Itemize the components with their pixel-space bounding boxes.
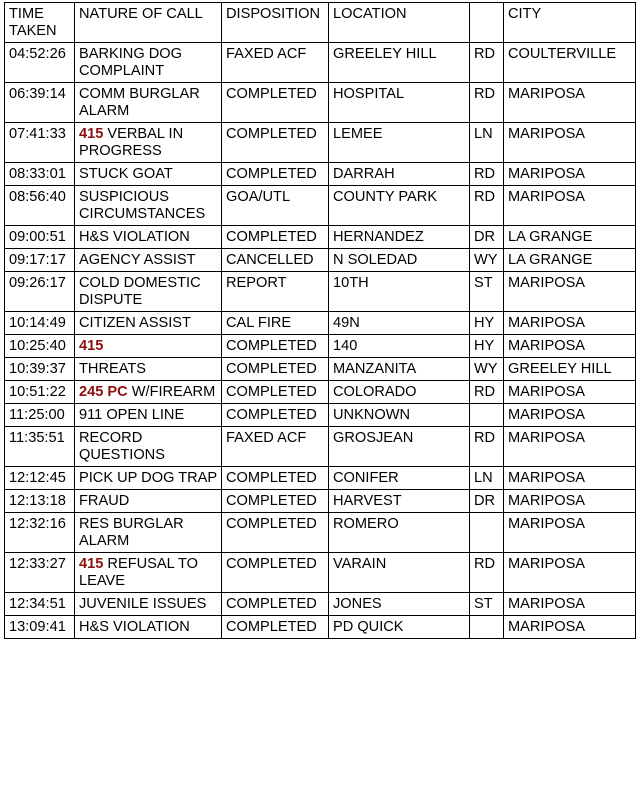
cell-nature: [75, 616, 222, 639]
call-nature: W/FIREARM: [131, 384, 216, 400]
cell-nature: [75, 163, 222, 186]
cell-disposition: COMPLETED: [222, 123, 329, 163]
cell-disposition: FAXED ACF: [222, 427, 329, 467]
call-nature: FRAUD: [79, 493, 130, 509]
cell-suffix: [470, 616, 504, 639]
cell-location: COUNTY PARK: [329, 186, 470, 226]
table-row: [5, 312, 636, 335]
cell-suffix: ST: [470, 272, 504, 312]
call-nature: COLD DOMESTIC DISPUTE: [79, 275, 201, 308]
cell-city: MARIPOSA: [504, 404, 636, 427]
cell-time: 08:56:40: [5, 186, 75, 226]
cell-nature: [75, 427, 222, 467]
cell-time: 09:00:51: [5, 226, 75, 249]
table-row: [5, 123, 636, 163]
cell-time: 07:41:33: [5, 123, 75, 163]
cell-nature: [75, 43, 222, 83]
cell-suffix: DR: [470, 490, 504, 513]
cell-city: MARIPOSA: [504, 593, 636, 616]
call-code: 415: [79, 126, 104, 142]
table-row: [5, 43, 636, 83]
cell-time: 12:33:27: [5, 553, 75, 593]
cell-disposition: COMPLETED: [222, 513, 329, 553]
call-nature: CITIZEN ASSIST: [79, 315, 191, 331]
cell-time: 04:52:26: [5, 43, 75, 83]
table-row: [5, 513, 636, 553]
cell-suffix: RD: [470, 427, 504, 467]
call-nature: PICK UP DOG TRAP: [79, 470, 218, 486]
call-nature: H&S VIOLATION: [79, 229, 190, 245]
table-row: [5, 226, 636, 249]
call-nature: VERBAL IN PROGRESS: [79, 126, 184, 159]
cell-time: 13:09:41: [5, 616, 75, 639]
cell-suffix: RD: [470, 186, 504, 226]
call-nature: REFUSAL TO LEAVE: [79, 556, 198, 589]
cell-location: PD QUICK: [329, 616, 470, 639]
header-location: LOCATION: [329, 3, 470, 43]
cell-city: MARIPOSA: [504, 467, 636, 490]
cell-disposition: COMPLETED: [222, 467, 329, 490]
cell-location: HARVEST: [329, 490, 470, 513]
header-time: TIME TAKEN: [5, 3, 75, 43]
cell-city: MARIPOSA: [504, 272, 636, 312]
call-nature: RECORD QUESTIONS: [79, 430, 165, 463]
call-code: 415: [79, 556, 104, 572]
cell-city: MARIPOSA: [504, 616, 636, 639]
table-row: [5, 593, 636, 616]
call-nature: RES BURGLAR ALARM: [79, 516, 184, 549]
cell-disposition: CANCELLED: [222, 249, 329, 272]
cell-nature: [75, 358, 222, 381]
cell-disposition: COMPLETED: [222, 593, 329, 616]
cell-time: 11:35:51: [5, 427, 75, 467]
cell-location: GROSJEAN: [329, 427, 470, 467]
header-nature: NATURE OF CALL: [75, 3, 222, 43]
header-disposition: DISPOSITION: [222, 3, 329, 43]
cell-city: GREELEY HILL: [504, 358, 636, 381]
cell-city: MARIPOSA: [504, 163, 636, 186]
cell-city: MARIPOSA: [504, 513, 636, 553]
table-row: [5, 553, 636, 593]
cell-suffix: RD: [470, 381, 504, 404]
cell-suffix: WY: [470, 358, 504, 381]
cell-location: LEMEE: [329, 123, 470, 163]
cell-city: MARIPOSA: [504, 553, 636, 593]
cell-disposition: CAL FIRE: [222, 312, 329, 335]
cell-disposition: COMPLETED: [222, 404, 329, 427]
call-nature: BARKING DOG COMPLAINT: [79, 46, 182, 79]
cell-location: MANZANITA: [329, 358, 470, 381]
cell-nature: [75, 404, 222, 427]
cell-city: MARIPOSA: [504, 490, 636, 513]
cell-city: MARIPOSA: [504, 312, 636, 335]
table-row: [5, 335, 636, 358]
cell-disposition: FAXED ACF: [222, 43, 329, 83]
call-nature: STUCK GOAT: [79, 166, 173, 182]
cell-nature: [75, 553, 222, 593]
cell-nature: [75, 513, 222, 553]
cell-suffix: LN: [470, 467, 504, 490]
cell-nature: [75, 226, 222, 249]
cell-location: VARAIN: [329, 553, 470, 593]
cell-time: 12:34:51: [5, 593, 75, 616]
cell-suffix: HY: [470, 335, 504, 358]
cell-suffix: LN: [470, 123, 504, 163]
cell-suffix: DR: [470, 226, 504, 249]
table-row: [5, 404, 636, 427]
cell-time: 10:25:40: [5, 335, 75, 358]
cell-location: 49N: [329, 312, 470, 335]
cell-time: 12:32:16: [5, 513, 75, 553]
cell-city: LA GRANGE: [504, 226, 636, 249]
cell-time: 11:25:00: [5, 404, 75, 427]
cell-time: 09:26:17: [5, 272, 75, 312]
call-code: 415: [79, 338, 104, 354]
table-row: [5, 272, 636, 312]
call-nature: COMM BURGLAR ALARM: [79, 86, 200, 119]
call-log-table: [4, 2, 636, 639]
cell-suffix: RD: [470, 43, 504, 83]
cell-suffix: RD: [470, 83, 504, 123]
cell-city: MARIPOSA: [504, 427, 636, 467]
cell-disposition: COMPLETED: [222, 226, 329, 249]
cell-disposition: COMPLETED: [222, 335, 329, 358]
cell-location: HERNANDEZ: [329, 226, 470, 249]
cell-disposition: GOA/UTL: [222, 186, 329, 226]
cell-location: GREELEY HILL: [329, 43, 470, 83]
table-row: [5, 83, 636, 123]
call-nature: JUVENILE ISSUES: [79, 596, 207, 612]
cell-nature: [75, 312, 222, 335]
cell-nature: [75, 249, 222, 272]
cell-nature: [75, 381, 222, 404]
cell-location: DARRAH: [329, 163, 470, 186]
call-nature: SUSPICIOUS CIRCUMSTANCES: [79, 189, 206, 222]
cell-disposition: COMPLETED: [222, 381, 329, 404]
cell-time: 12:12:45: [5, 467, 75, 490]
cell-location: UNKNOWN: [329, 404, 470, 427]
cell-disposition: COMPLETED: [222, 83, 329, 123]
table-row: [5, 186, 636, 226]
cell-city: MARIPOSA: [504, 335, 636, 358]
cell-location: CONIFER: [329, 467, 470, 490]
cell-nature: [75, 186, 222, 226]
cell-city: LA GRANGE: [504, 249, 636, 272]
cell-city: MARIPOSA: [504, 186, 636, 226]
cell-city: MARIPOSA: [504, 83, 636, 123]
cell-time: 09:17:17: [5, 249, 75, 272]
cell-location: HOSPITAL: [329, 83, 470, 123]
call-code: 245 PC: [79, 384, 128, 400]
table-row: [5, 249, 636, 272]
cell-disposition: COMPLETED: [222, 490, 329, 513]
call-nature: THREATS: [79, 361, 147, 377]
cell-nature: [75, 335, 222, 358]
cell-time: 06:39:14: [5, 83, 75, 123]
cell-location: JONES: [329, 593, 470, 616]
cell-nature: [75, 272, 222, 312]
cell-time: 10:39:37: [5, 358, 75, 381]
cell-suffix: [470, 513, 504, 553]
cell-nature: [75, 123, 222, 163]
cell-location: 140: [329, 335, 470, 358]
cell-city: COULTERVILLE: [504, 43, 636, 83]
table-row: [5, 616, 636, 639]
cell-suffix: [470, 404, 504, 427]
cell-location: N SOLEDAD: [329, 249, 470, 272]
cell-suffix: ST: [470, 593, 504, 616]
call-nature: 911 OPEN LINE: [79, 407, 185, 423]
cell-time: 10:14:49: [5, 312, 75, 335]
cell-nature: [75, 593, 222, 616]
cell-suffix: RD: [470, 163, 504, 186]
table-row: [5, 490, 636, 513]
cell-disposition: REPORT: [222, 272, 329, 312]
cell-location: 10TH: [329, 272, 470, 312]
cell-nature: [75, 490, 222, 513]
cell-suffix: HY: [470, 312, 504, 335]
cell-disposition: COMPLETED: [222, 358, 329, 381]
cell-suffix: RD: [470, 553, 504, 593]
cell-city: MARIPOSA: [504, 123, 636, 163]
header-suffix: [470, 3, 504, 43]
cell-suffix: WY: [470, 249, 504, 272]
cell-location: ROMERO: [329, 513, 470, 553]
header-city: CITY: [504, 3, 636, 43]
cell-disposition: COMPLETED: [222, 163, 329, 186]
call-nature: H&S VIOLATION: [79, 619, 190, 635]
cell-time: 10:51:22: [5, 381, 75, 404]
cell-disposition: COMPLETED: [222, 616, 329, 639]
cell-nature: [75, 467, 222, 490]
cell-nature: [75, 83, 222, 123]
cell-time: 08:33:01: [5, 163, 75, 186]
cell-disposition: COMPLETED: [222, 553, 329, 593]
cell-location: COLORADO: [329, 381, 470, 404]
table-row: [5, 467, 636, 490]
cell-city: MARIPOSA: [504, 381, 636, 404]
table-row: [5, 358, 636, 381]
table-row: [5, 163, 636, 186]
table-row: [5, 427, 636, 467]
cell-time: 12:13:18: [5, 490, 75, 513]
call-nature: AGENCY ASSIST: [79, 252, 196, 268]
table-row: [5, 381, 636, 404]
header-row: [5, 3, 636, 43]
